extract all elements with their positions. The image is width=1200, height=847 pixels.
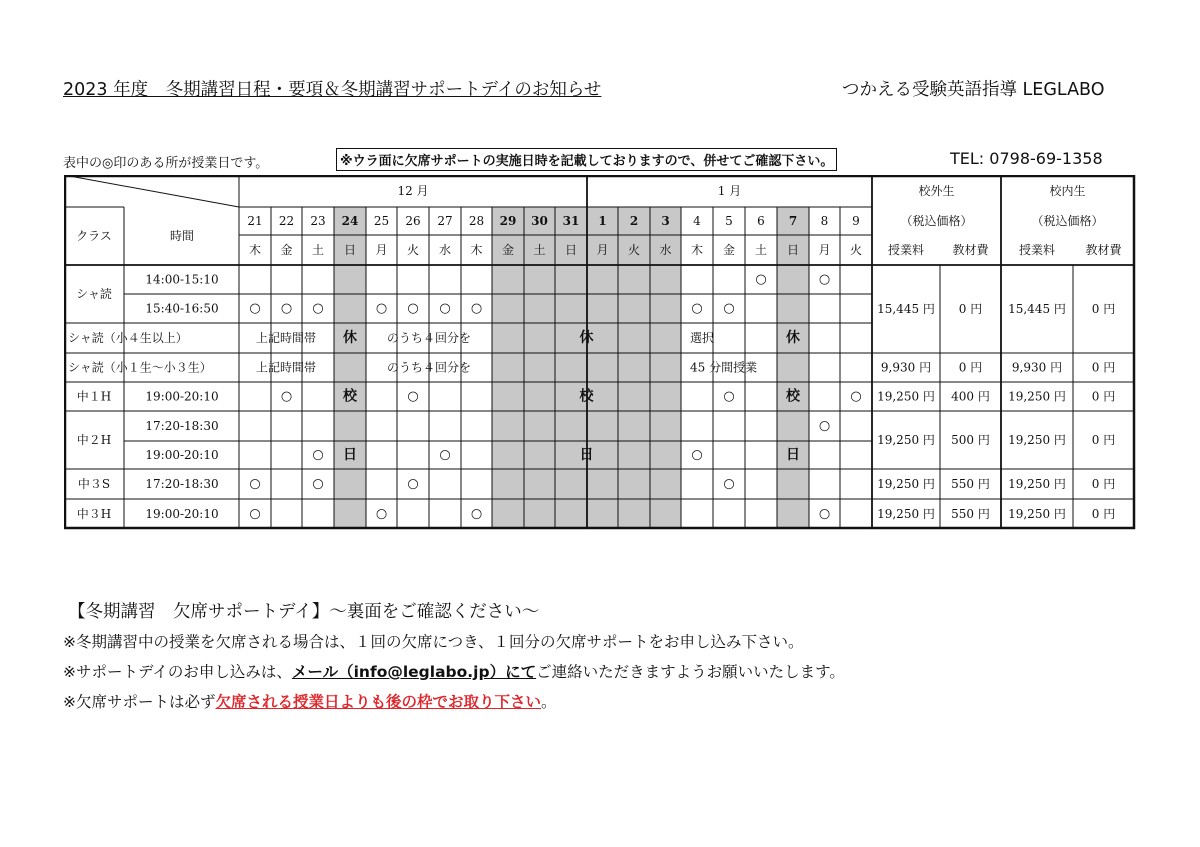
weekday-label: 日 [564, 243, 578, 257]
class-day-mark: ○ [249, 476, 261, 492]
class-label: シャ読（小４生以上） [68, 331, 188, 345]
inside-tuition-header: 授業料 [1018, 243, 1056, 257]
outside-material-price: 0 円 [958, 302, 983, 316]
closed-day-char: 校 [579, 388, 594, 405]
closed-day-char: 日 [786, 447, 800, 463]
class-day-mark: ○ [470, 301, 483, 316]
inside-material-header: 教材費 [1085, 243, 1122, 257]
inside-tax-note: （税込価格） [1031, 214, 1104, 228]
weekday-label: 水 [438, 243, 452, 257]
date-label: 22 [278, 214, 295, 228]
date-label: 23 [310, 214, 326, 228]
class-column-header: クラス [76, 229, 112, 243]
closed-day-char: 休 [579, 330, 594, 346]
class-day-mark: ○ [439, 301, 451, 316]
inside-material-price: 0 円 [1091, 360, 1116, 375]
class-day-mark: ○ [407, 476, 419, 492]
support-note-3 [63, 690, 557, 712]
period-note: 選択 [690, 331, 715, 345]
closed-day-char: 日 [579, 447, 594, 463]
closed-day-char: 日 [343, 447, 357, 463]
weekday-label: 月 [818, 243, 831, 257]
time-label: 15:40-16:50 [145, 301, 219, 316]
class-day-mark: ○ [312, 301, 324, 316]
weekday-label: 水 [659, 243, 672, 257]
class-day-mark: ○ [818, 272, 831, 287]
class-day-mark: ○ [249, 506, 261, 522]
outside-tuition-price: 19,250 円 [877, 389, 935, 404]
reverse-side-notice: ※ウラ面に欠席サポートの実施日時を記載しておりますので、併せてご確認下さい。 [336, 148, 837, 171]
date-label: 26 [405, 214, 421, 228]
inside-tuition-price: 9,930 円 [1011, 360, 1063, 375]
class-day-mark: ○ [691, 301, 703, 316]
outside-student-label: 校外生 [918, 184, 955, 198]
inside-tuition-price: 19,250 円 [1008, 433, 1066, 447]
page-title: 2023 年度 冬期講習日程・要項＆冬期講習サポートデイのお知らせ [63, 80, 602, 100]
class-day-mark: ○ [312, 476, 324, 492]
weekday-label: 土 [533, 243, 546, 257]
closed-day-char: 休 [786, 330, 800, 346]
class-day-mark: ○ [723, 476, 735, 492]
weekday-label: 火 [849, 243, 863, 257]
class-day-mark: ○ [723, 389, 735, 404]
outside-tuition-price: 19,250 円 [877, 477, 935, 491]
class-day-mark: ○ [249, 301, 261, 316]
date-label: 27 [437, 214, 453, 228]
weekday-label: 金 [280, 243, 293, 257]
class-day-mark: ○ [312, 447, 324, 463]
weekday-label: 月 [596, 243, 609, 257]
class-label: 中２H [76, 433, 112, 447]
date-label: 6 [757, 214, 765, 228]
class-day-mark: ○ [818, 506, 831, 522]
date-label: 29 [499, 214, 517, 228]
date-label: 28 [468, 214, 485, 228]
support-note-3-pre: ※欠席サポートは必ず [63, 693, 216, 711]
outside-tuition-price: 19,250 円 [877, 433, 935, 447]
date-label: 3 [661, 214, 670, 228]
class-day-mark: ○ [818, 418, 831, 434]
class-day-mark: ○ [280, 301, 293, 316]
closed-day-char: 休 [343, 330, 357, 346]
class-label: 中３H [76, 507, 112, 521]
inside-student-label: 校内生 [1049, 184, 1086, 198]
date-label: 7 [788, 214, 798, 228]
outside-tuition-price: 19,250 円 [877, 507, 935, 521]
time-label: 19:00-20:10 [145, 448, 219, 462]
support-email: メール（info@leglabo.jp）にて [291, 663, 537, 681]
weekday-label: 日 [786, 243, 800, 257]
period-note: のうち４回分を [386, 360, 472, 375]
date-label: 9 [852, 214, 860, 228]
weekday-label: 月 [375, 243, 388, 257]
telephone-number: TEL: 0798-69-1358 [950, 149, 1103, 168]
support-warning: 欠席される授業日よりも後の枠でお取り下さい [215, 693, 542, 711]
period-note: 上記時間帯 [255, 331, 317, 345]
outside-material-price: 0 円 [958, 360, 983, 375]
class-day-mark: ○ [375, 506, 388, 522]
inside-material-price: 0 円 [1091, 507, 1116, 521]
class-label: 中１H [76, 389, 112, 404]
outside-tuition-header: 授業料 [887, 243, 925, 257]
support-note-3-post: 。 [541, 693, 557, 711]
date-label: 5 [725, 214, 733, 228]
class-day-mark: ○ [470, 506, 483, 522]
header-diagonal [64, 175, 239, 207]
weekday-label: 土 [311, 243, 325, 257]
date-label: 24 [341, 214, 359, 228]
inside-tuition-price: 15,445 円 [1008, 302, 1066, 316]
weekday-label: 金 [722, 243, 736, 257]
class-day-mark: ○ [407, 389, 419, 404]
period-note: 上記時間帯 [255, 360, 317, 375]
outside-tuition-price: 15,445 円 [877, 302, 935, 316]
weekday-label: 火 [406, 243, 420, 257]
inside-tuition-price: 19,250 円 [1008, 477, 1066, 491]
class-day-mark: ○ [723, 301, 735, 316]
inside-material-price: 0 円 [1091, 433, 1116, 447]
class-day-mark: ○ [375, 301, 388, 316]
class-day-mark: ○ [850, 389, 862, 404]
outside-material-header: 教材費 [952, 243, 989, 257]
date-label: 25 [373, 214, 390, 228]
outside-material-price: 550 円 [951, 477, 990, 491]
inside-tuition-price: 19,250 円 [1008, 507, 1066, 521]
time-label: 14:00-15:10 [145, 272, 219, 287]
closed-day-char: 校 [343, 388, 357, 405]
support-note-1: ※冬期講習中の授業を欠席される場合は、１回の欠席につき、１回分の欠席サポートをお申し込み下さい。 [63, 633, 804, 651]
time-label: 17:20-18:30 [145, 477, 219, 491]
outside-material-price: 500 円 [951, 433, 990, 447]
date-label: 30 [531, 214, 548, 228]
date-label: 2 [629, 214, 639, 228]
date-label: 4 [693, 214, 701, 228]
class-day-mark: ○ [755, 272, 767, 287]
date-label: 31 [562, 214, 580, 228]
weekday-label: 木 [248, 243, 262, 257]
support-day-heading: 【冬期講習 欠席サポートデイ】～裏面をご確認ください～ [68, 602, 540, 622]
outside-tuition-price: 9,930 円 [880, 360, 932, 375]
time-label: 19:00-20:10 [145, 507, 219, 521]
date-label: 21 [247, 214, 263, 228]
class-label: シャ読（小１生～小３生） [68, 360, 212, 375]
outside-material-price: 550 円 [951, 507, 990, 521]
period-note: のうち４回分を [386, 331, 472, 345]
month-december-label: 12 月 [397, 184, 429, 198]
class-day-mark: ○ [691, 447, 703, 463]
date-label: 8 [820, 214, 829, 228]
period-note: 45 分間授業 [690, 360, 758, 375]
support-note-2-post: ご連絡いただきますようお願いいたします。 [536, 663, 845, 681]
outside-tax-note: （税込価格） [900, 214, 973, 228]
support-note-2 [63, 660, 845, 682]
weekday-label: 火 [627, 243, 641, 257]
outside-material-price: 400 円 [951, 389, 990, 404]
class-day-mark: ○ [280, 389, 293, 404]
weekday-label: 日 [343, 243, 357, 257]
class-day-mark: ○ [407, 301, 419, 316]
time-label: 17:20-18:30 [145, 419, 219, 433]
inside-material-price: 0 円 [1091, 302, 1116, 316]
class-label: シャ読 [76, 287, 112, 301]
mark-legend-note: 表中の◎印のある所が授業日です。 [63, 156, 269, 171]
support-note-2-pre: ※サポートデイのお申し込みは、 [63, 663, 292, 681]
inside-material-price: 0 円 [1091, 477, 1116, 491]
weekday-label: 金 [501, 243, 515, 257]
inside-tuition-price: 19,250 円 [1008, 389, 1066, 404]
class-label: 中３S [77, 477, 111, 491]
class-day-mark: ○ [439, 447, 451, 463]
schedule-table [64, 175, 1136, 532]
inside-material-price: 0 円 [1091, 389, 1116, 404]
date-label: 1 [598, 214, 607, 228]
weekday-label: 木 [690, 243, 704, 257]
time-label: 19:00-20:10 [145, 389, 219, 404]
month-january-label: 1 月 [717, 184, 742, 198]
organization-name: つかえる受験英語指導 LEGLABO [842, 80, 1105, 100]
closed-day-char: 校 [786, 388, 800, 405]
weekday-label: 木 [470, 243, 483, 257]
weekday-label: 土 [754, 243, 768, 257]
time-column-header: 時間 [169, 229, 195, 243]
